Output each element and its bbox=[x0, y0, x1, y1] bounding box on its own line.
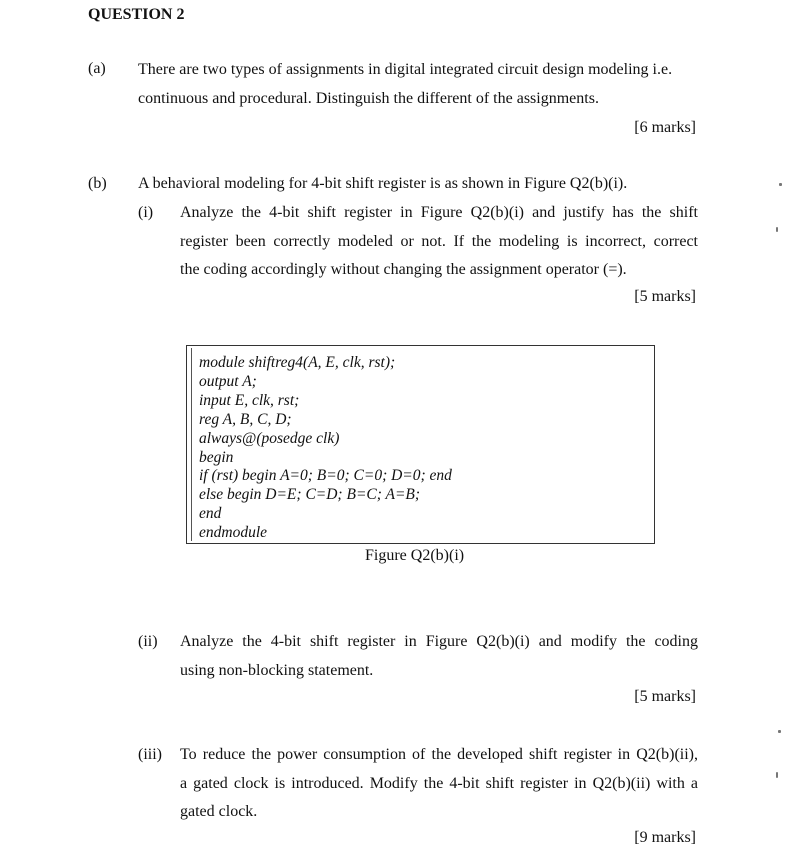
code-line-9: end bbox=[199, 505, 222, 522]
part-b-intro: A behavioral modeling for 4-bit shift register is as shown in Figure Q2(b)(i). bbox=[138, 175, 628, 192]
sub-ii-text bbox=[180, 628, 698, 685]
sub-ii-line-2: using non-blocking statement. bbox=[180, 661, 374, 679]
sub-ii-label: (ii) bbox=[138, 633, 158, 650]
sub-i-text bbox=[180, 199, 698, 285]
code-line-8: else begin D=E; C=D; B=C; A=B; bbox=[199, 486, 421, 503]
sub-i-line-2: register been correctly modeled or not. If the modeling is incorrect, correct bbox=[180, 232, 698, 250]
question-title: QUESTION 2 bbox=[88, 6, 185, 23]
sub-iii-line-1: To reduce the power consumption of the developed shift register in Q2(b)(ii), bbox=[180, 746, 698, 763]
scan-speck bbox=[778, 730, 781, 733]
sub-iii-text bbox=[180, 741, 698, 827]
part-a-marks: [6 marks] bbox=[634, 119, 696, 136]
sub-i-line-3: the coding accordingly without changing the assignment operator (=). bbox=[180, 261, 627, 278]
part-a-text bbox=[138, 56, 672, 113]
sub-iii-marks: [9 marks] bbox=[634, 829, 696, 846]
part-b-label: (b) bbox=[88, 175, 107, 192]
part-a-label: (a) bbox=[88, 60, 106, 77]
code-line-7: if (rst) begin A=0; B=0; C=0; D=0; end bbox=[199, 467, 452, 484]
sub-iii-line-2: a gated clock is introduced. Modify the 4-bit shift register in Q2(b)(ii) with a bbox=[180, 774, 698, 792]
sub-ii-line-1: Analyze the 4-bit shift register in Figure Q2(b)(i) and modify the coding bbox=[180, 633, 698, 650]
code-line-1: module shiftreg4(A, E, clk, rst); bbox=[199, 354, 396, 371]
code-line-5: always@(posedge clk) bbox=[199, 430, 340, 447]
code-line-4: reg A, B, C, D; bbox=[199, 411, 292, 428]
code-line-3: input E, clk, rst; bbox=[199, 392, 300, 409]
scan-speck bbox=[779, 183, 782, 186]
code-line-2: output A; bbox=[199, 373, 257, 390]
code-line-6: begin bbox=[199, 449, 234, 466]
part-a-line-2: continuous and procedural. Distinguish the different of the assignments. bbox=[138, 89, 599, 107]
figure-caption: Figure Q2(b)(i) bbox=[365, 547, 465, 564]
sub-i-line-1: Analyze the 4-bit shift register in Figure Q2(b)(i) and justify has the shift bbox=[180, 204, 698, 221]
sub-iii-line-3: gated clock. bbox=[180, 803, 258, 820]
part-a-line-1: There are two types of assignments in digital integrated circuit design modeling i.e. bbox=[138, 61, 673, 78]
code-line-10: endmodule bbox=[199, 524, 268, 541]
scan-speck bbox=[776, 227, 778, 232]
scan-speck bbox=[776, 772, 778, 778]
sub-i-marks: [5 marks] bbox=[634, 288, 696, 305]
sub-i-label: (i) bbox=[138, 204, 154, 221]
sub-ii-marks: [5 marks] bbox=[634, 688, 696, 705]
sub-iii-label: (iii) bbox=[138, 746, 162, 763]
